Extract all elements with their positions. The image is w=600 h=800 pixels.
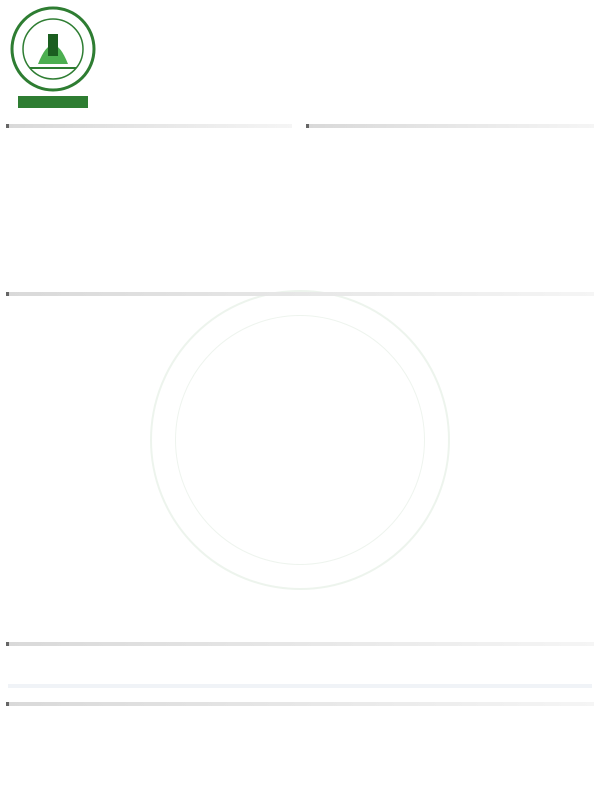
references-heading: [6, 702, 594, 706]
intro-heading: [6, 124, 292, 128]
conclusion-body: [8, 657, 592, 660]
results-heading: [6, 292, 594, 296]
pie-charts: [0, 318, 300, 488]
methods-heading: [306, 124, 594, 128]
university-logo-icon: [10, 6, 96, 114]
methods-body: [310, 140, 594, 144]
conclusion-highlight: [8, 684, 592, 688]
conclusion-heading: [6, 642, 594, 646]
intro-body: [8, 140, 292, 144]
